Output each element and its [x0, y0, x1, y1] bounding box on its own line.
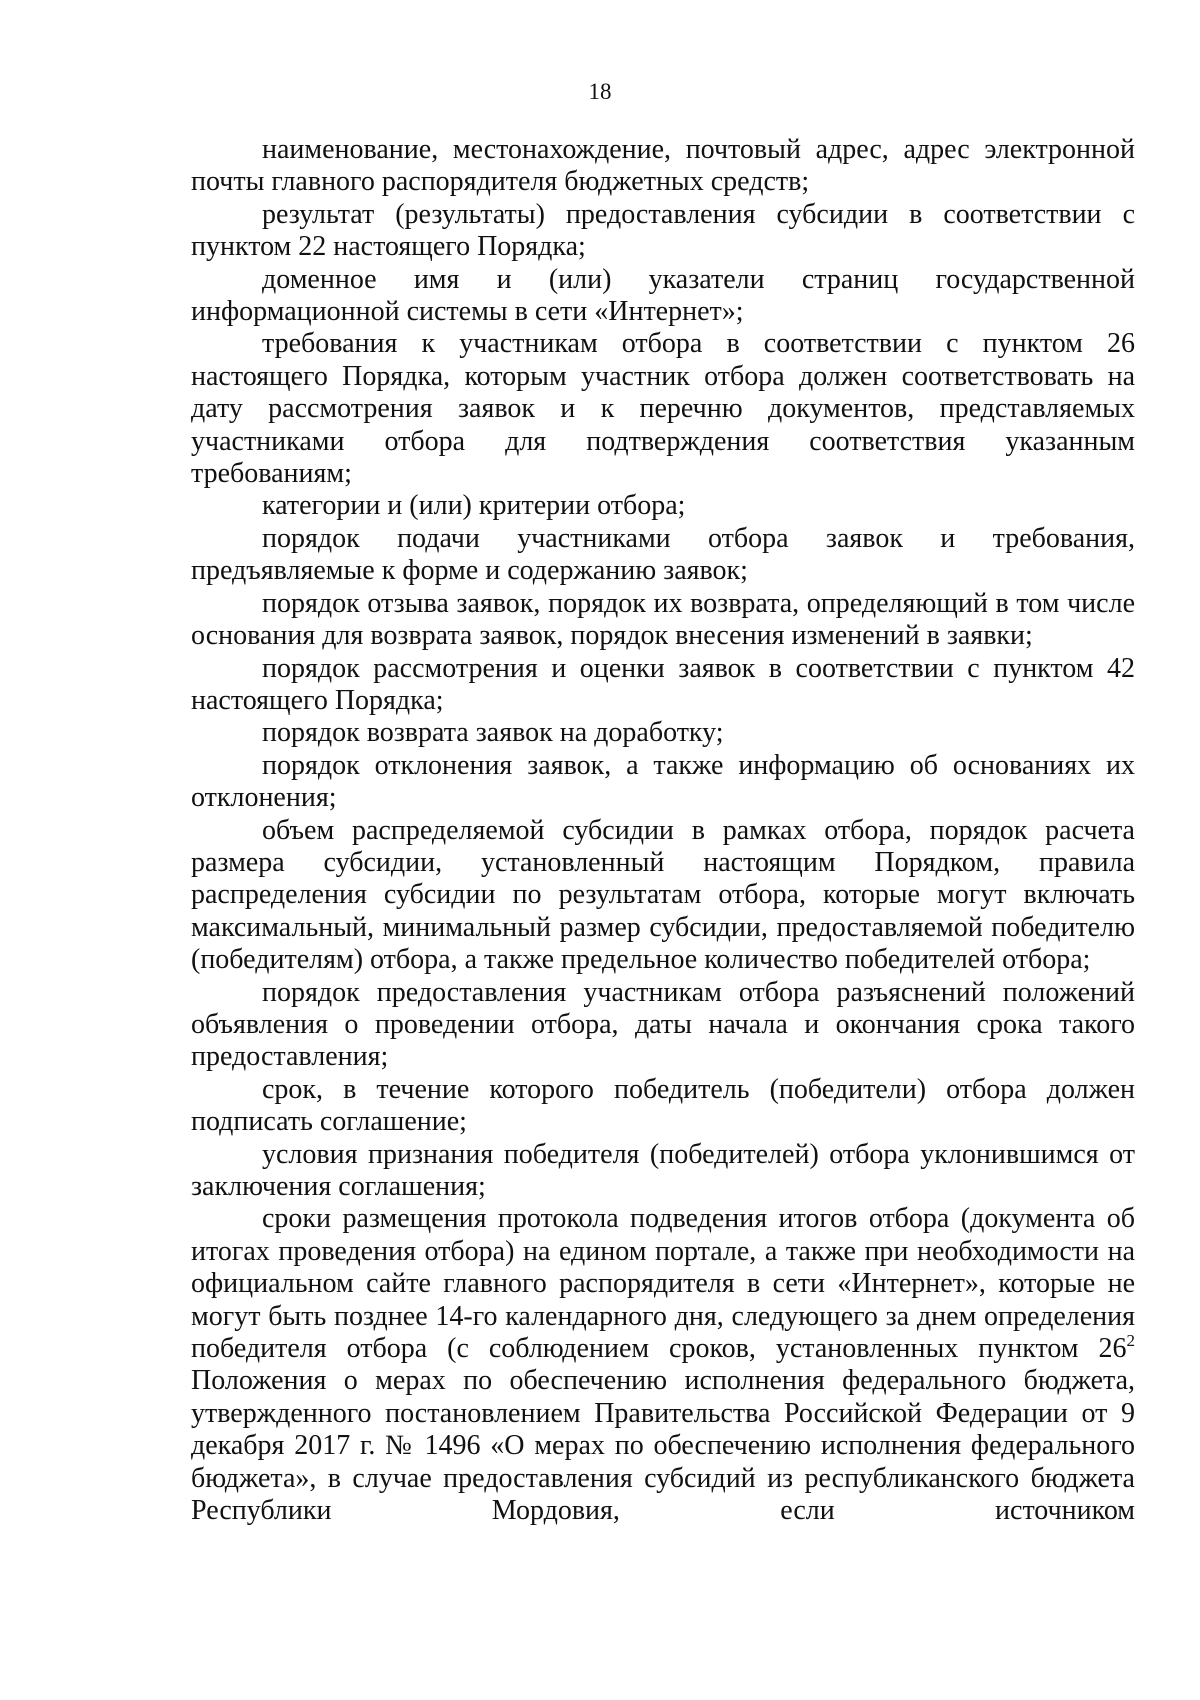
page-number: 18 — [588, 79, 612, 104]
paragraph-clarifications: порядок предоставления участникам отбора разъяснений положений объявления о проведении отбора, даты начала и окончания срока такого предоставления; — [191, 976, 1135, 1073]
paragraph-evasion-conditions: условия признания победителя (победителей) отбора уклонившимся от заключения соглашения; — [191, 1138, 1135, 1202]
superscript-index: 2 — [1126, 1331, 1135, 1351]
paragraph-application-return: порядок возврата заявок на доработку; — [262, 717, 724, 749]
paragraph-application-submission: порядок подачи участниками отбора заявок и требования, предъявляемые к форме и содержанию заявок; — [191, 522, 1135, 587]
paragraph-application-withdrawal: порядок отзыва заявок, порядок их возврата, определяющий в том числе основания для возврата заявок, порядок внесения изменений в заявки; — [191, 587, 1135, 652]
paragraph-announcement-contacts: наименование, местонахождение, почтовый адрес, адрес электронной почты главного распорядителя бюджетных средств; — [191, 134, 1135, 198]
paragraph-participant-requirements: требования к участникам отбора в соответствии с пунктом 26 настоящего Порядка, которым участник отбора должен соответствовать на дату рассмотрения заявок и к перечню документов, представляемых участниками отбора для подтверждения соответствия указанным требованиям; — [191, 328, 1135, 490]
paragraph-application-rejection: порядок отклонения заявок, а также информацию об основаниях их отклонения; — [191, 749, 1135, 814]
paragraph-subsidy-volume: объем распределяемой субсидии в рамках отбора, порядок расчета размера субсидии, установленный настоящим Порядком, правила распределения субсидии по результатам отбора, которые могут включать максимальный, минимальный размер субсидии, предоставляемой победителю (победителям) отбора, а также предельное количество победителей отбора; — [191, 814, 1135, 976]
protocol-text-end: Положения о мерах по обеспечению исполнения федерального бюджета, утвержденного постановлением Правительства Российской Федерации от 9 декабря 2017 г. № 1496 «О мерах по обеспечению исполнения федерального бюджета», в случае предоставления субсидий из республиканского бюджета Республики Мордовия, если источником — [191, 1365, 1135, 1527]
paragraph-selection-criteria: категории и (или) критерии отбора; — [262, 490, 686, 522]
protocol-text-start: сроки размещения протокола подведения итогов отбора (документа об итогах проведения отбора) на едином портале, а также при необходимости на официальном сайте главного распорядителя в сети «Интернет», которые не могут быть позднее 14-го календарного дня, следующего за днем определения победителя отбора (с соблюдением сроков, установленных пунктом 26 — [191, 1203, 1135, 1365]
paragraph-application-review: порядок рассмотрения и оценки заявок в соответствии с пунктом 42 настоящего Порядка; — [191, 652, 1135, 716]
paragraph-protocol-publication — [191, 1203, 1135, 1527]
paragraph-signing-deadline: срок, в течение которого победитель (победители) отбора должен подписать соглашение; — [191, 1073, 1135, 1138]
paragraph-subsidy-result: результат (результаты) предоставления субсидии в соответствии с пунктом 22 настоящего Порядка; — [191, 198, 1135, 263]
page-content — [191, 134, 1135, 1527]
paragraph-domain-name: доменное имя и (или) указатели страниц государственной информационной системы в сети «Интернет»; — [191, 263, 1135, 328]
